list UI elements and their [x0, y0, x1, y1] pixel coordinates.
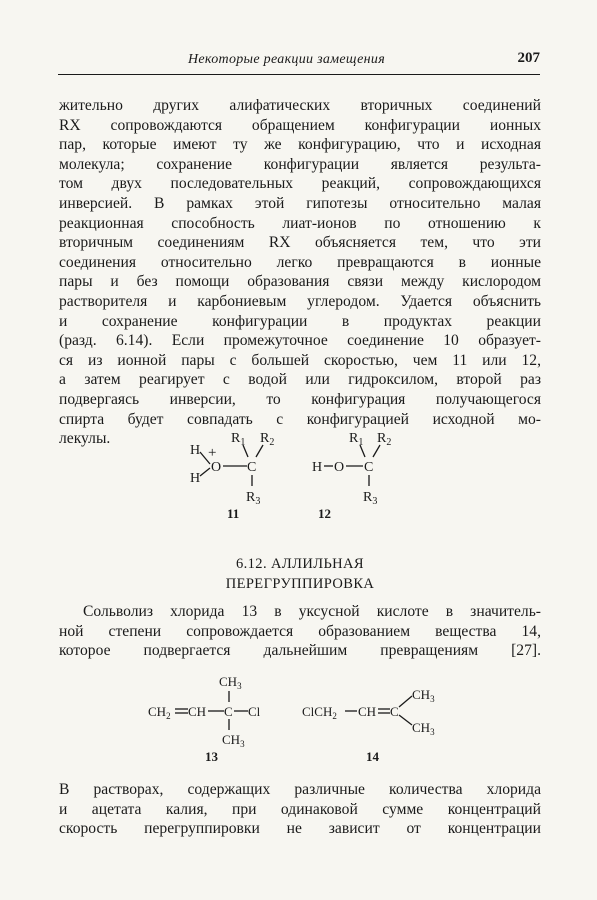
text-line: В растворах, содержащих различные количества хлорида: [59, 781, 541, 798]
text-line: вторичным соединениям RX объясняется тем, что эти: [59, 234, 541, 252]
methylene-group: $CH_2$: [148, 704, 171, 721]
r2-group: $R_2$: [260, 431, 275, 448]
page-header: [58, 50, 540, 75]
formula-12: [312, 426, 412, 521]
r2-group: $R_2$: [377, 431, 392, 448]
carbon-atom: C: [364, 460, 374, 475]
r1-group: $R_1$: [349, 431, 364, 448]
carbon-atom: C: [247, 460, 257, 475]
text-line: ся из ионной пары с большей скоростью, чем 11 или 12,: [59, 351, 541, 369]
page-number: 207: [517, 50, 540, 66]
chlorine-atom: Cl: [248, 704, 261, 719]
hydrogen-atom: H: [190, 471, 201, 486]
text-line: которое подвергается дальнейшим превращениям [27].: [59, 642, 541, 660]
text-line: ной степени сопровождается образованием вещества 14,: [59, 622, 541, 640]
text-line: пар, которые имеют ту же конфигурацию, что и исходная: [59, 136, 541, 154]
text-line: реакционная способность лиат-ионов по отношению к: [59, 214, 541, 232]
carbon-atom: C: [390, 704, 399, 719]
methyl-group: $CH_3$: [412, 687, 435, 704]
text-line: жительно других алифатических вторичных соединений: [59, 97, 541, 114]
formula-13: [148, 666, 278, 766]
text-line: пары и без помощи образования связи между кислородом: [59, 273, 541, 291]
methyl-group: $CH_3$: [412, 720, 435, 737]
text-line: Сольволиз хлорида 13 в уксусной кислоте в значитель-: [83, 603, 541, 620]
text-line: молекула; сохранение конфигурации является результа-: [59, 155, 541, 173]
text-line: растворителя и карбониевым углеродом. Удается объяснить: [59, 292, 541, 310]
text-line: подвергаясь инверсии, то конфигурация получающегося: [59, 390, 541, 408]
section-title: ПЕРЕГРУППИРОВКА: [225, 576, 375, 592]
text-line: (разд. 6.14). Если промежуточное соединение 10 образует-: [59, 332, 541, 350]
text-line: инверсией. В рамках этой гипотезы относительно малая: [59, 194, 541, 212]
r3-group: $R_3$: [246, 490, 261, 507]
text-line: соединения относительно легко превращаются в ионные: [59, 253, 541, 271]
oxygen-atom: O: [211, 460, 222, 475]
compound-label: 12: [318, 506, 331, 521]
hydrogen-atom: H: [190, 443, 201, 458]
methine-group: CH: [188, 704, 207, 719]
carbon-atom: C: [224, 704, 233, 719]
methyl-group: $CH_3$: [219, 674, 242, 691]
methyl-group: $CH_3$: [222, 732, 245, 749]
r3-group: $R_3$: [363, 490, 378, 507]
text-line: и ацетата калия, при одинаковой сумме концентраций: [59, 800, 541, 818]
text-line: том двух последовательных реакций, сопровождающихся: [59, 175, 541, 193]
text-line: лекулы.: [59, 430, 111, 448]
compound-label: 13: [205, 749, 218, 764]
section-title: 6.12. АЛЛИЛЬНАЯ: [235, 556, 364, 572]
formula-14: [302, 666, 452, 766]
text-line: спирта будет совпадать с конфигурацией исходной мо-: [59, 410, 541, 428]
compound-label: 11: [227, 506, 240, 521]
text-line: RX сопровождаются обращением конфигурации ионных: [59, 116, 541, 134]
positive-charge: +: [208, 445, 217, 461]
methine-group: CH: [358, 704, 377, 719]
running-title: Некоторые реакции замещения: [188, 52, 386, 67]
hydrogen-atom: H: [312, 460, 323, 475]
oxygen-atom: O: [334, 460, 345, 475]
text-line: а затем реагирует с водой или гидроксилом, второй раз: [59, 371, 541, 389]
r1-group: $R_1$: [231, 431, 246, 448]
paragraph-3: [59, 780, 541, 839]
text-line: скорость перегруппировки не зависит от концентрации: [59, 820, 541, 838]
compound-label: 14: [366, 749, 379, 764]
formula-11: [190, 426, 290, 521]
paragraph-1: [59, 96, 541, 449]
text-line: и сохранение конфигурации в продуктах реакции: [59, 312, 541, 330]
chloromethylene-group: ClCH$_2$: [302, 704, 337, 721]
paragraph-2: [59, 602, 541, 661]
